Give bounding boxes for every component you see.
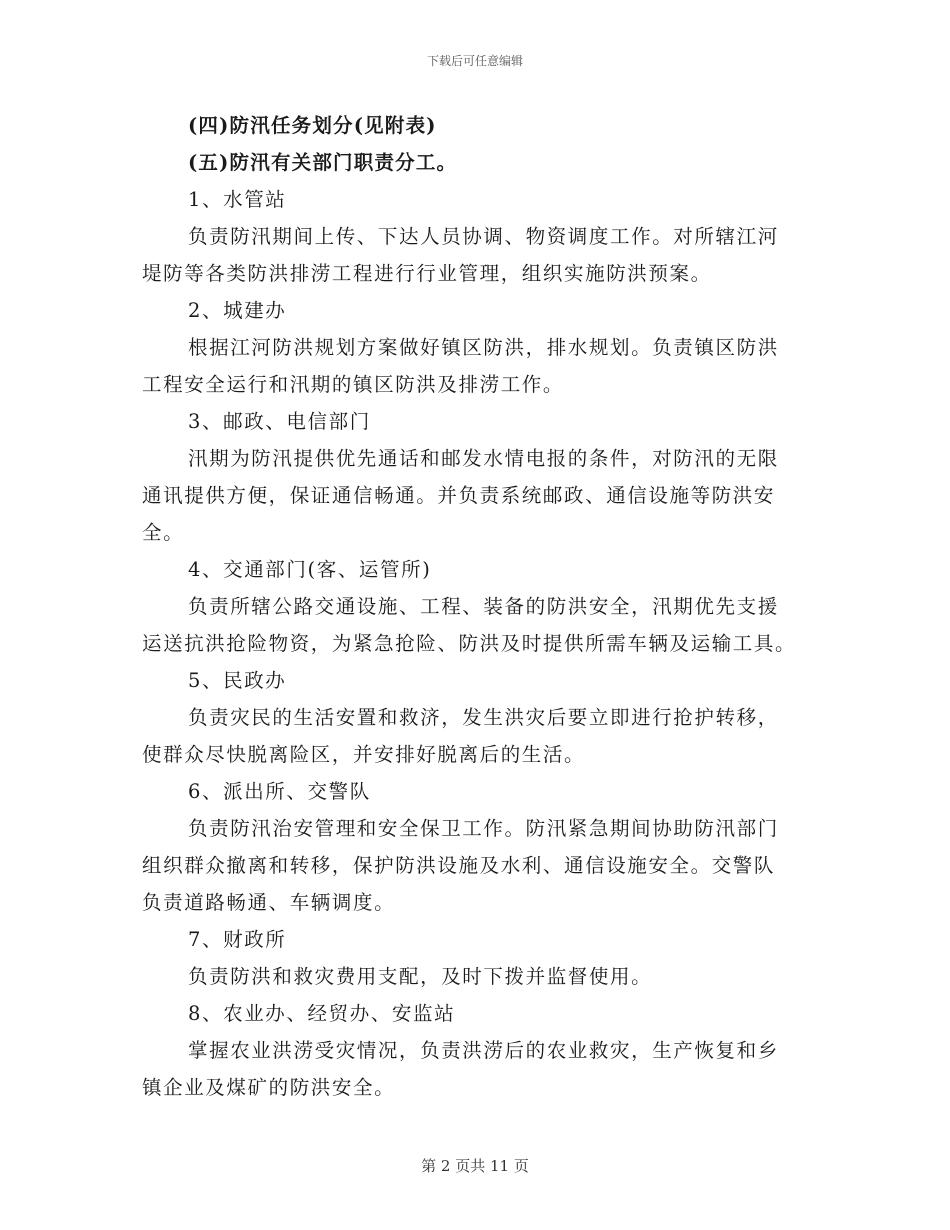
paragraph-line: 掌握农业洪涝受灾情况，负责洪涝后的农业救灾，生产恢复和乡 [188, 1039, 779, 1062]
paragraph-line: 汛期为防汛提供优先通话和邮发水情电报的条件，对防汛的无限 [188, 447, 779, 470]
paragraph-line: 根据江河防洪规划方案做好镇区防洪，排水规划。负责镇区防洪 [188, 336, 779, 359]
paragraph-line: 负责灾民的生活安置和救济，发生洪灾后要立即进行抢护转移， [188, 706, 779, 729]
item-heading-7: 7、财政所 [188, 928, 287, 951]
paragraph-line: 运送抗洪抢险物资，为紧急抢险、防洪及时提供所需车辆及运输工具。 [142, 632, 797, 655]
section-heading-4: (四)防汛任务划分(见附表) [188, 114, 437, 137]
paragraph-line: 负责防洪和救灾费用支配，及时下拨并监督使用。 [188, 965, 653, 988]
paragraph-line: 通讯提供方便，保证通信畅通。并负责系统邮政、通信设施等防洪安 [142, 484, 776, 507]
paragraph-line: 负责防汛治安管理和安全保卫工作。防汛紧急期间协助防汛部门 [188, 817, 779, 840]
item-heading-3: 3、邮政、电信部门 [188, 410, 371, 433]
paragraph-line: 负责所辖公路交通设施、工程、装备的防洪安全，汛期优先支援 [188, 595, 779, 618]
paragraph-line: 工程安全运行和汛期的镇区防洪及排涝工作。 [142, 373, 565, 396]
paragraph-line: 使群众尽快脱离险区，并安排好脱离后的生活。 [142, 743, 586, 766]
document-body [142, 107, 812, 1106]
item-heading-5: 5、民政办 [188, 669, 287, 692]
item-heading-6: 6、派出所、交警队 [188, 780, 371, 803]
paragraph-line: 镇企业及煤矿的防洪安全。 [142, 1076, 396, 1099]
paragraph-line: 全。 [142, 521, 185, 544]
page-header: 下载后可任意编辑 [426, 54, 523, 68]
item-heading-4: 4、交通部门(客、运管所) [188, 558, 432, 581]
paragraph-line: 组织群众撤离和转移，保护防洪设施及水利、通信设施安全。交警队 [142, 854, 776, 877]
item-heading-1: 1、水管站 [188, 188, 287, 211]
paragraph-line: 堤防等各类防洪排涝工程进行行业管理，组织实施防洪预案。 [142, 262, 712, 285]
item-heading-2: 2、城建办 [188, 299, 287, 322]
item-heading-8: 8、农业办、经贸办、安监站 [188, 1002, 456, 1025]
paragraph-line: 负责道路畅通、车辆调度。 [142, 891, 396, 914]
paragraph-line: 负责防汛期间上传、下达人员协调、物资调度工作。对所辖江河 [188, 225, 779, 248]
page-footer: 第 2 页共 11 页 [421, 1157, 529, 1175]
section-heading-5: (五)防汛有关部门职责分工。 [188, 151, 458, 174]
